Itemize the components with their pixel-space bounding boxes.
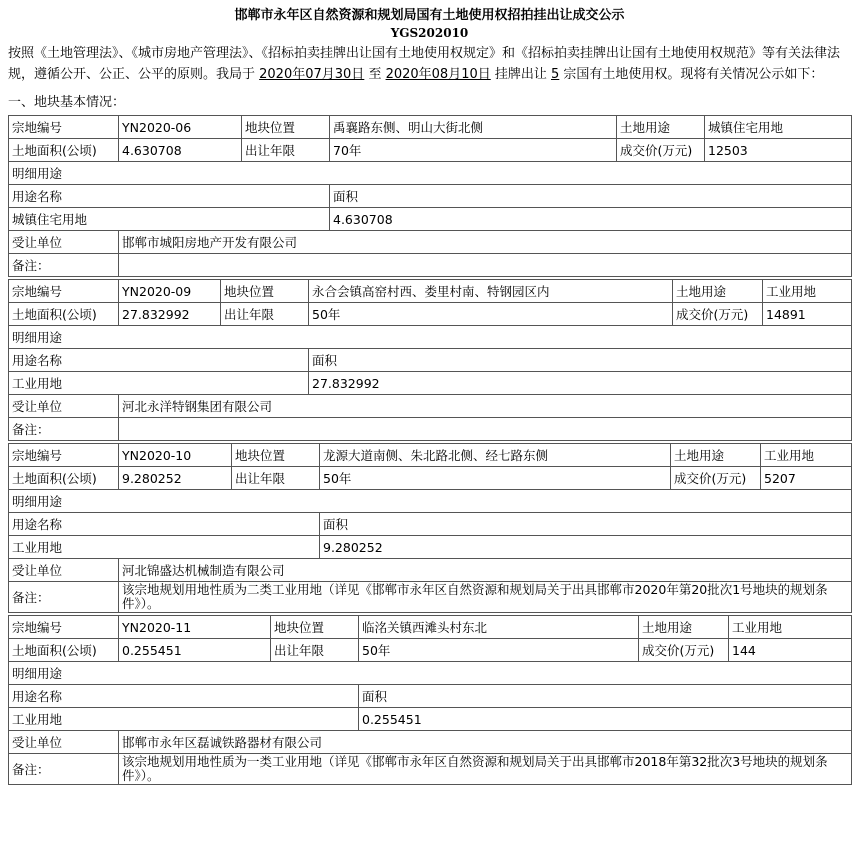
table-row — [9, 490, 852, 513]
use-name-label: 用途名称 — [9, 185, 330, 208]
assignee: 邯郸市永年区磊诚铁路器材有限公司 — [119, 731, 852, 754]
land-use: 工业用地 — [761, 444, 852, 467]
area-short-label: 面积 — [330, 185, 852, 208]
assignee: 河北锦盛达机械制造有限公司 — [119, 559, 852, 582]
detail-area: 27.832992 — [309, 372, 852, 395]
assignee: 邯郸市城阳房地产开发有限公司 — [119, 231, 852, 254]
detail-area: 9.280252 — [320, 536, 852, 559]
parcel-count: 5 — [551, 67, 560, 82]
remark-label: 备注： — [9, 254, 119, 277]
assignee-label: 受让单位 — [9, 559, 119, 582]
table-row — [9, 185, 852, 208]
land-use-label: 土地用途 — [673, 280, 763, 303]
notice-page — [0, 7, 859, 858]
remark: 该宗地规划用地性质为二类工业用地（详见《邯郸市永年区自然资源和规划局关于出具邯郸市2020年第20批次1号地块的规划条件》）。 — [119, 582, 852, 613]
parcel-no: YN2020-09 — [119, 280, 221, 303]
table-row — [9, 395, 852, 418]
price-label: 成交价(万元) — [617, 139, 705, 162]
use-name-label: 用途名称 — [9, 349, 309, 372]
parcel-table-4 — [8, 615, 852, 785]
area-label: 土地面积(公顷) — [9, 467, 119, 490]
area-label: 土地面积(公顷) — [9, 639, 119, 662]
detail-use-label: 明细用途 — [9, 490, 852, 513]
intro-paragraph — [0, 43, 859, 85]
table-row — [9, 280, 852, 303]
assignee-label: 受让单位 — [9, 731, 119, 754]
parcel-no-label: 宗地编号 — [9, 444, 119, 467]
location: 永合会镇高窑村西、娄里村南、特钢园区内 — [309, 280, 673, 303]
term-label: 出让年限 — [232, 467, 320, 490]
price-label: 成交价(万元) — [671, 467, 761, 490]
land-use-label: 土地用途 — [617, 116, 705, 139]
use-name-label: 用途名称 — [9, 513, 320, 536]
detail-use-name: 工业用地 — [9, 372, 309, 395]
area: 4.630708 — [119, 139, 242, 162]
area: 9.280252 — [119, 467, 232, 490]
table-row — [9, 303, 852, 326]
parcel-table-1 — [8, 115, 852, 277]
assignee-label: 受让单位 — [9, 395, 119, 418]
location: 临洺关镇西滩头村东北 — [359, 616, 639, 639]
table-row — [9, 162, 852, 185]
term-label: 出让年限 — [242, 139, 330, 162]
intro-text-2: 至 — [364, 67, 386, 82]
term: 50年 — [309, 303, 673, 326]
detail-use-label: 明细用途 — [9, 326, 852, 349]
price-label: 成交价(万元) — [673, 303, 763, 326]
table-row — [9, 685, 852, 708]
detail-use-name: 工业用地 — [9, 536, 320, 559]
area: 27.832992 — [119, 303, 221, 326]
table-row — [9, 616, 852, 639]
location: 龙源大道南侧、朱北路北侧、经七路东侧 — [320, 444, 671, 467]
remark-label: 备注： — [9, 754, 119, 785]
detail-area: 4.630708 — [330, 208, 852, 231]
table-row — [9, 731, 852, 754]
parcel-table-2 — [8, 279, 852, 441]
land-use: 工业用地 — [729, 616, 852, 639]
table-row — [9, 254, 852, 277]
price: 12503 — [705, 139, 852, 162]
price: 144 — [729, 639, 852, 662]
table-row — [9, 582, 852, 613]
location-label: 地块位置 — [232, 444, 320, 467]
date-end: 2020年08月10日 — [385, 67, 491, 82]
table-row — [9, 444, 852, 467]
term: 50年 — [320, 467, 671, 490]
parcel-table-3 — [8, 443, 852, 613]
price: 14891 — [763, 303, 852, 326]
detail-use-name: 工业用地 — [9, 708, 359, 731]
detail-use-label: 明细用途 — [9, 162, 852, 185]
table-row — [9, 639, 852, 662]
area-short-label: 面积 — [359, 685, 852, 708]
location-label: 地块位置 — [242, 116, 330, 139]
assignee-label: 受让单位 — [9, 231, 119, 254]
page-title: 邯郸市永年区自然资源和规划局国有土地使用权招拍挂出让成交公示 — [234, 8, 625, 23]
detail-use-label: 明细用途 — [9, 662, 852, 685]
table-row — [9, 139, 852, 162]
remark — [119, 418, 852, 441]
price: 5207 — [761, 467, 852, 490]
date-start: 2020年07月30日 — [259, 67, 365, 82]
table-row — [9, 754, 852, 785]
area-short-label: 面积 — [320, 513, 852, 536]
land-use: 城镇住宅用地 — [705, 116, 852, 139]
term: 50年 — [359, 639, 639, 662]
land-use-label: 土地用途 — [639, 616, 729, 639]
intro-text-1: 按照《土地管理法》、《城市房地产管理法》、《招标拍卖挂牌出让国有土地使用权规定》和《招标拍卖挂牌出让国有土地使用权规范》等有关法律法规，遵循公开、公正、公平的原则。我局于 — [8, 46, 841, 82]
area-label: 土地面积(公顷) — [9, 303, 119, 326]
remark-label: 备注： — [9, 418, 119, 441]
parcel-no: YN2020-10 — [119, 444, 232, 467]
area-short-label: 面积 — [309, 349, 852, 372]
parcel-no: YN2020-11 — [119, 616, 271, 639]
intro-text-4: 宗国有土地使用权。现将有关情况公示如下： — [559, 67, 824, 82]
table-row — [9, 231, 852, 254]
term: 70年 — [330, 139, 617, 162]
parcel-no-label: 宗地编号 — [9, 280, 119, 303]
location-label: 地块位置 — [271, 616, 359, 639]
table-row — [9, 662, 852, 685]
table-row — [9, 513, 852, 536]
table-row — [9, 208, 852, 231]
section-title: 一、地块基本情况： — [8, 95, 126, 110]
term-label: 出让年限 — [221, 303, 309, 326]
table-row — [9, 326, 852, 349]
table-row — [9, 116, 852, 139]
parcel-no-label: 宗地编号 — [9, 616, 119, 639]
table-row — [9, 349, 852, 372]
table-row — [9, 708, 852, 731]
intro-text-3: 挂牌出让 — [490, 67, 552, 82]
detail-use-name: 城镇住宅用地 — [9, 208, 330, 231]
assignee: 河北永洋特钢集团有限公司 — [119, 395, 852, 418]
location-label: 地块位置 — [221, 280, 309, 303]
price-label: 成交价(万元) — [639, 639, 729, 662]
parcel-no-label: 宗地编号 — [9, 116, 119, 139]
remark: 该宗地规划用地性质为一类工业用地（详见《邯郸市永年区自然资源和规划局关于出具邯郸市2018年第32批次3号地块的规划条件》）。 — [119, 754, 852, 785]
use-name-label: 用途名称 — [9, 685, 359, 708]
location: 禹襄路东侧、明山大街北侧 — [330, 116, 617, 139]
table-row — [9, 418, 852, 441]
remark — [119, 254, 852, 277]
area: 0.255451 — [119, 639, 271, 662]
table-row — [9, 467, 852, 490]
land-use: 工业用地 — [763, 280, 852, 303]
term-label: 出让年限 — [271, 639, 359, 662]
table-row — [9, 536, 852, 559]
table-row — [9, 372, 852, 395]
parcel-no: YN2020-06 — [119, 116, 242, 139]
land-use-label: 土地用途 — [671, 444, 761, 467]
detail-area: 0.255451 — [359, 708, 852, 731]
notice-code: YGS202010 — [390, 26, 469, 40]
remark-label: 备注： — [9, 582, 119, 613]
area-label: 土地面积(公顷) — [9, 139, 119, 162]
table-row — [9, 559, 852, 582]
